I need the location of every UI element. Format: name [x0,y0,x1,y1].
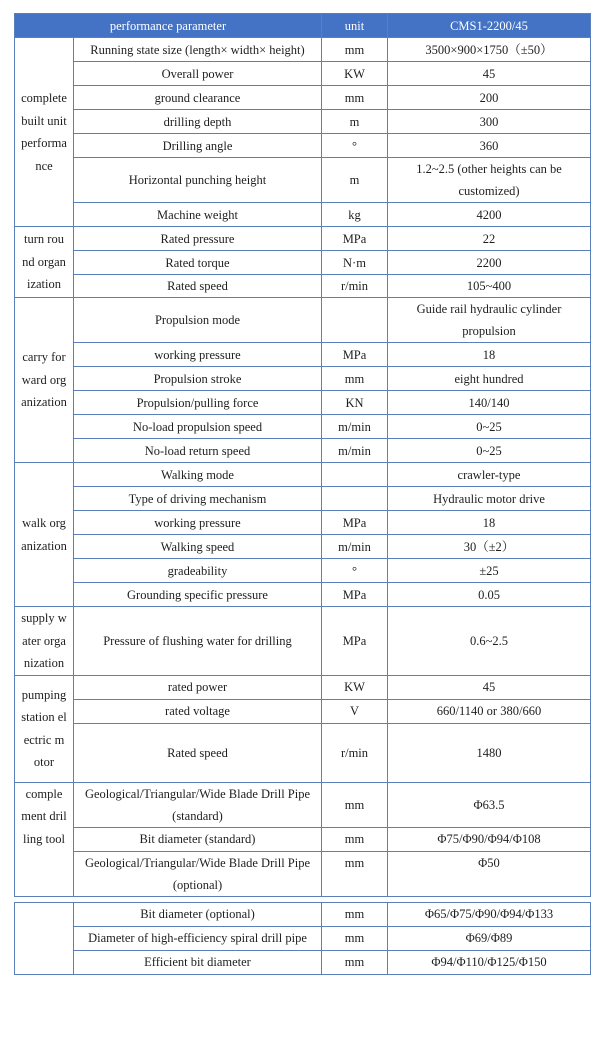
table-row [15,86,591,110]
unit-cell: mm [322,926,388,950]
table-row [15,607,591,676]
value-cell: 3500×900×1750（±50） [388,38,591,62]
value-cell: Φ94/Φ110/Φ125/Φ150 [388,950,591,974]
value-cell: Guide rail hydraulic cylinder propulsion [388,298,591,343]
value-cell: 200 [388,86,591,110]
param-cell: Propulsion stroke [74,367,322,391]
param-cell: Bit diameter (standard) [74,827,322,851]
group-label: turn round organization [15,227,74,298]
group-label: complete built unit performance [15,38,74,227]
unit-cell: KN [322,391,388,415]
value-cell: 18 [388,511,591,535]
table-row [15,275,591,298]
param-cell: Diameter of high-efficiency spiral drill pipe [74,926,322,950]
unit-cell: ° [322,559,388,583]
unit-cell [322,298,388,343]
table-row [15,926,591,950]
value-cell: eight hundred [388,367,591,391]
param-cell: Grounding specific pressure [74,583,322,607]
table-row [15,439,591,463]
unit-cell: mm [322,851,388,896]
table-row [15,134,591,158]
param-cell: working pressure [74,343,322,367]
value-cell: 1.2~2.5 (other heights can be customized) [388,158,591,203]
header-model: CMS1-2200/45 [388,14,591,38]
param-cell: Bit diameter (optional) [74,902,322,926]
table-row [15,535,591,559]
table-row [15,487,591,511]
value-cell: 360 [388,134,591,158]
param-cell: Geological/Triangular/Wide Blade Drill Pipe (standard) [74,782,322,827]
param-cell: Horizontal punching height [74,158,322,203]
param-cell: Machine weight [74,203,322,227]
param-cell: Rated speed [74,275,322,298]
value-cell: crawler-type [388,463,591,487]
param-cell: working pressure [74,511,322,535]
value-cell: Hydraulic motor drive [388,487,591,511]
unit-cell: mm [322,902,388,926]
param-cell: ground clearance [74,86,322,110]
value-cell: 660/1140 or 380/660 [388,699,591,723]
value-cell: 18 [388,343,591,367]
param-cell: rated voltage [74,699,322,723]
value-cell: ±25 [388,559,591,583]
value-cell: 22 [388,227,591,251]
table-row [15,699,591,723]
unit-cell: N·m [322,251,388,275]
table-row [15,851,591,896]
unit-cell: MPa [322,583,388,607]
spec-table [14,13,591,975]
param-cell: Rated speed [74,723,322,782]
value-cell: Φ63.5 [388,782,591,827]
table-row [15,583,591,607]
unit-cell: MPa [322,511,388,535]
table-row [15,511,591,535]
value-cell: 0~25 [388,415,591,439]
unit-cell: mm [322,950,388,974]
param-cell: Type of driving mechanism [74,487,322,511]
table-row [15,298,591,343]
group-label: walk organization [15,463,74,607]
value-cell: 2200 [388,251,591,275]
table-row [15,391,591,415]
param-cell: Walking mode [74,463,322,487]
table-row [15,158,591,203]
param-cell: drilling depth [74,110,322,134]
table-row [15,227,591,251]
param-cell: Geological/Triangular/Wide Blade Drill Pipe (optional) [74,851,322,896]
unit-cell: m [322,158,388,203]
param-cell: Running state size (length× width× height) [74,38,322,62]
unit-cell: mm [322,827,388,851]
param-cell: No-load return speed [74,439,322,463]
param-cell: rated power [74,675,322,699]
value-cell: 105~400 [388,275,591,298]
table-row [15,559,591,583]
header-unit: unit [322,14,388,38]
header-parameter: performance parameter [15,14,322,38]
value-cell: 0~25 [388,439,591,463]
table-row [15,463,591,487]
unit-cell: MPa [322,227,388,251]
value-cell: 30（±2） [388,535,591,559]
param-cell: gradeability [74,559,322,583]
table-row [15,62,591,86]
unit-cell: kg [322,203,388,227]
unit-cell: mm [322,38,388,62]
value-cell: 300 [388,110,591,134]
table-row [15,827,591,851]
value-cell: 45 [388,675,591,699]
group-label [15,902,74,974]
value-cell: Φ69/Φ89 [388,926,591,950]
value-cell: 1480 [388,723,591,782]
unit-cell [322,463,388,487]
param-cell: Propulsion/pulling force [74,391,322,415]
unit-cell: m/min [322,415,388,439]
table-row [15,950,591,974]
table-row [15,902,591,926]
unit-cell: KW [322,675,388,699]
table-row [15,251,591,275]
table-row [15,675,591,699]
value-cell: 0.6~2.5 [388,607,591,676]
param-cell: Rated pressure [74,227,322,251]
value-cell: Φ75/Φ90/Φ94/Φ108 [388,827,591,851]
param-cell: Propulsion mode [74,298,322,343]
table-row [15,415,591,439]
value-cell: Φ50 [388,851,591,896]
value-cell: 45 [388,62,591,86]
unit-cell: ° [322,134,388,158]
unit-cell: m/min [322,439,388,463]
unit-cell: mm [322,782,388,827]
unit-cell: r/min [322,723,388,782]
group-label: pumping station electric motor [15,675,74,782]
table-row [15,723,591,782]
unit-cell [322,487,388,511]
group-label: carry forward organization [15,298,74,463]
param-cell: Overall power [74,62,322,86]
table-row [15,343,591,367]
header-row [15,14,591,38]
table-row [15,110,591,134]
unit-cell: V [322,699,388,723]
value-cell: 4200 [388,203,591,227]
group-label: supply water organization [15,607,74,676]
spec-table-container [14,13,590,975]
unit-cell: KW [322,62,388,86]
table-row [15,203,591,227]
param-cell: Efficient bit diameter [74,950,322,974]
unit-cell: m/min [322,535,388,559]
unit-cell: m [322,110,388,134]
param-cell: No-load propulsion speed [74,415,322,439]
value-cell: 0.05 [388,583,591,607]
value-cell: Φ65/Φ75/Φ90/Φ94/Φ133 [388,902,591,926]
table-row [15,38,591,62]
table-row [15,782,591,827]
param-cell: Walking speed [74,535,322,559]
param-cell: Rated torque [74,251,322,275]
group-label: complement drilling tool [15,782,74,896]
unit-cell: mm [322,86,388,110]
unit-cell: mm [322,367,388,391]
unit-cell: r/min [322,275,388,298]
unit-cell: MPa [322,343,388,367]
value-cell: 140/140 [388,391,591,415]
table-row [15,367,591,391]
param-cell: Drilling angle [74,134,322,158]
unit-cell: MPa [322,607,388,676]
param-cell: Pressure of flushing water for drilling [74,607,322,676]
